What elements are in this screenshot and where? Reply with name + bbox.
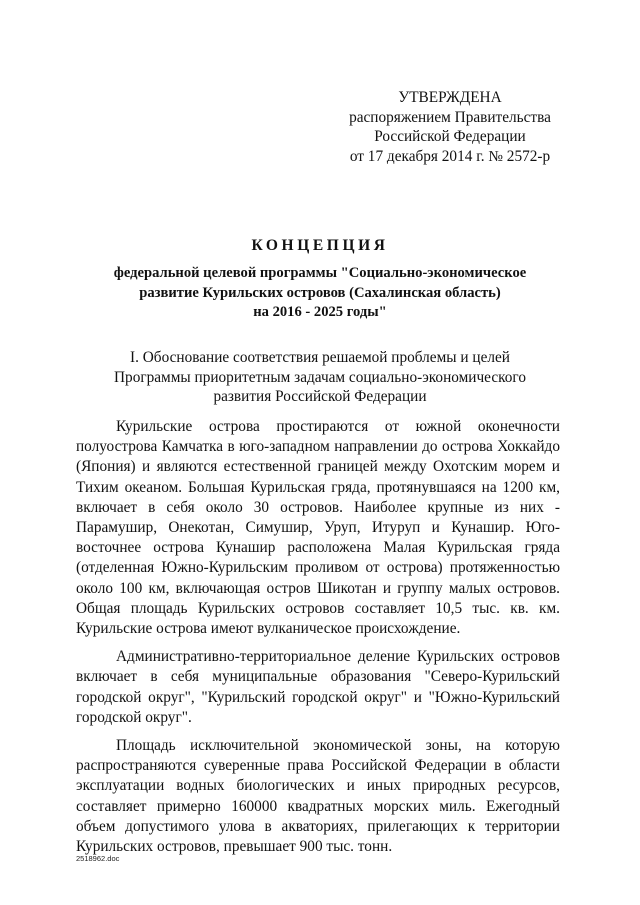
approval-stamp bbox=[300, 88, 600, 166]
approval-line: распоряжением Правительства bbox=[349, 108, 551, 126]
footer-filename: 2518962.doc bbox=[76, 854, 120, 863]
approval-line: Российской Федерации bbox=[374, 128, 526, 145]
section-heading-line: развития Российской Федерации bbox=[213, 388, 427, 405]
section-heading-line: I. Обоснование соответствия решаемой проблемы и целей bbox=[130, 349, 510, 366]
paragraph: Курильские острова простираются от южной оконечности полуострова Камчатка в юго-западном направлении до острова Хоккайдо (Япония) и являются естественной границей между Охотским морем и Тихим океаном. Большая Курильская гряда, протянувшаяся на 1200 км, включает в себя около 30 островов. Наиболее крупные из них - Парамушир, Онекотан, Симушир, Уруп, Итуруп и Кунашир. Юго-восточнее острова Кунашир расположена Малая Курильская гряда (отделенная Южно-Курильским проливом от острова) протяженностью около 100 км, включающая остров Шикотан и группу малых островов. Общая площадь Курильских островов составляет 10,5 тыс. кв. км. Курильские острова имеют вулканическое происхождение. bbox=[76, 418, 560, 638]
body-text bbox=[76, 417, 560, 857]
section-heading bbox=[60, 348, 580, 407]
document-subtitle-line: на 2016 - 2025 годы" bbox=[253, 304, 387, 320]
approval-heading: УТВЕРЖДЕНА bbox=[398, 89, 502, 106]
document-subtitle-line: развитие Курильских островов (Сахалинская область) bbox=[139, 284, 501, 301]
paragraph: Административно-территориальное деление Курильских островов включает в себя муниципальные образования "Северо-Курильский городской округ", "Курильский городской округ" и "Южно-Курильский городской округ". bbox=[76, 648, 560, 726]
document-title: КОНЦЕПЦИЯ bbox=[251, 237, 389, 254]
document-subtitle-line: федеральной целевой программы "Социально-экономическое bbox=[113, 265, 527, 281]
document-title-block bbox=[60, 236, 580, 323]
section-heading-line: Программы приоритетным задачам социально-экономического bbox=[114, 368, 526, 386]
paragraph: Площадь исключительной экономической зоны, на которую распространяются суверенные права Российской Федерации в области эксплуатации водных биологических и иных природных ресурсов, составляет примерно 160000 квадратных морских миль. Ежегодный объем допустимого улова в акваториях, прилегающих к территории Курильских островов, превышает 900 тыс. тонн. bbox=[76, 737, 560, 856]
approval-date: от 17 декабря 2014 г. № 2572-р bbox=[349, 147, 551, 165]
